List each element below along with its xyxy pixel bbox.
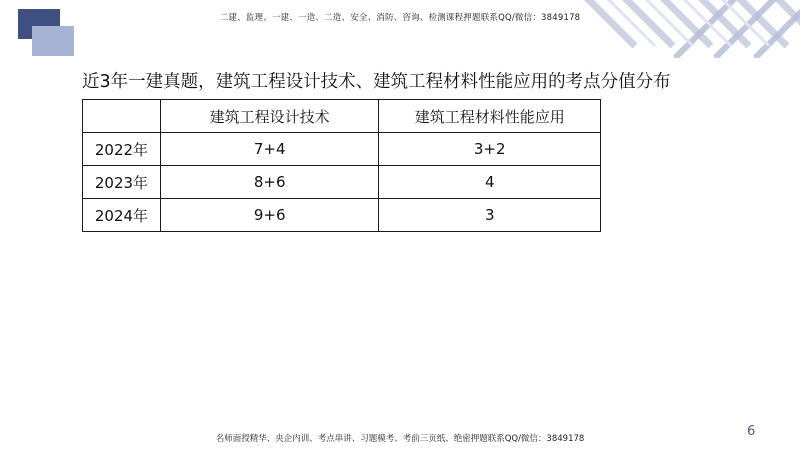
table-row bbox=[83, 133, 601, 166]
table-header-cell bbox=[83, 100, 161, 133]
slide-title: 近3年一建真题，建筑工程设计技术、建筑工程材料性能应用的考点分值分布 bbox=[82, 72, 671, 92]
table-row bbox=[83, 199, 601, 232]
table-row bbox=[83, 166, 601, 199]
table-cell: 3 bbox=[379, 199, 601, 232]
footer-text: 名师面授精华、央企内训、考点串讲、习题模考、考前三页纸、绝密押题联系QQ/微信：3849178 bbox=[215, 434, 585, 444]
table-cell: 4 bbox=[379, 166, 601, 199]
page-number: 6 bbox=[747, 424, 756, 439]
decorative-square-light bbox=[32, 26, 74, 56]
table-header-cell: 建筑工程设计技术 bbox=[160, 100, 379, 133]
table-cell: 7+4 bbox=[160, 133, 379, 166]
table-cell-year: 2023年 bbox=[83, 166, 161, 199]
table-header-row bbox=[83, 100, 601, 133]
table-cell-year: 2022年 bbox=[83, 133, 161, 166]
score-distribution-table bbox=[82, 99, 601, 232]
table-cell: 3+2 bbox=[379, 133, 601, 166]
table-header-cell: 建筑工程材料性能应用 bbox=[379, 100, 601, 133]
corner-decoration bbox=[565, 0, 800, 58]
header-banner: 二建、监理、一建、一造、二造、安全、消防、咨询、检测课程押题联系QQ/微信：3849178 bbox=[219, 13, 581, 23]
table-cell: 9+6 bbox=[160, 199, 379, 232]
table-cell-year: 2024年 bbox=[83, 199, 161, 232]
table-cell: 8+6 bbox=[160, 166, 379, 199]
